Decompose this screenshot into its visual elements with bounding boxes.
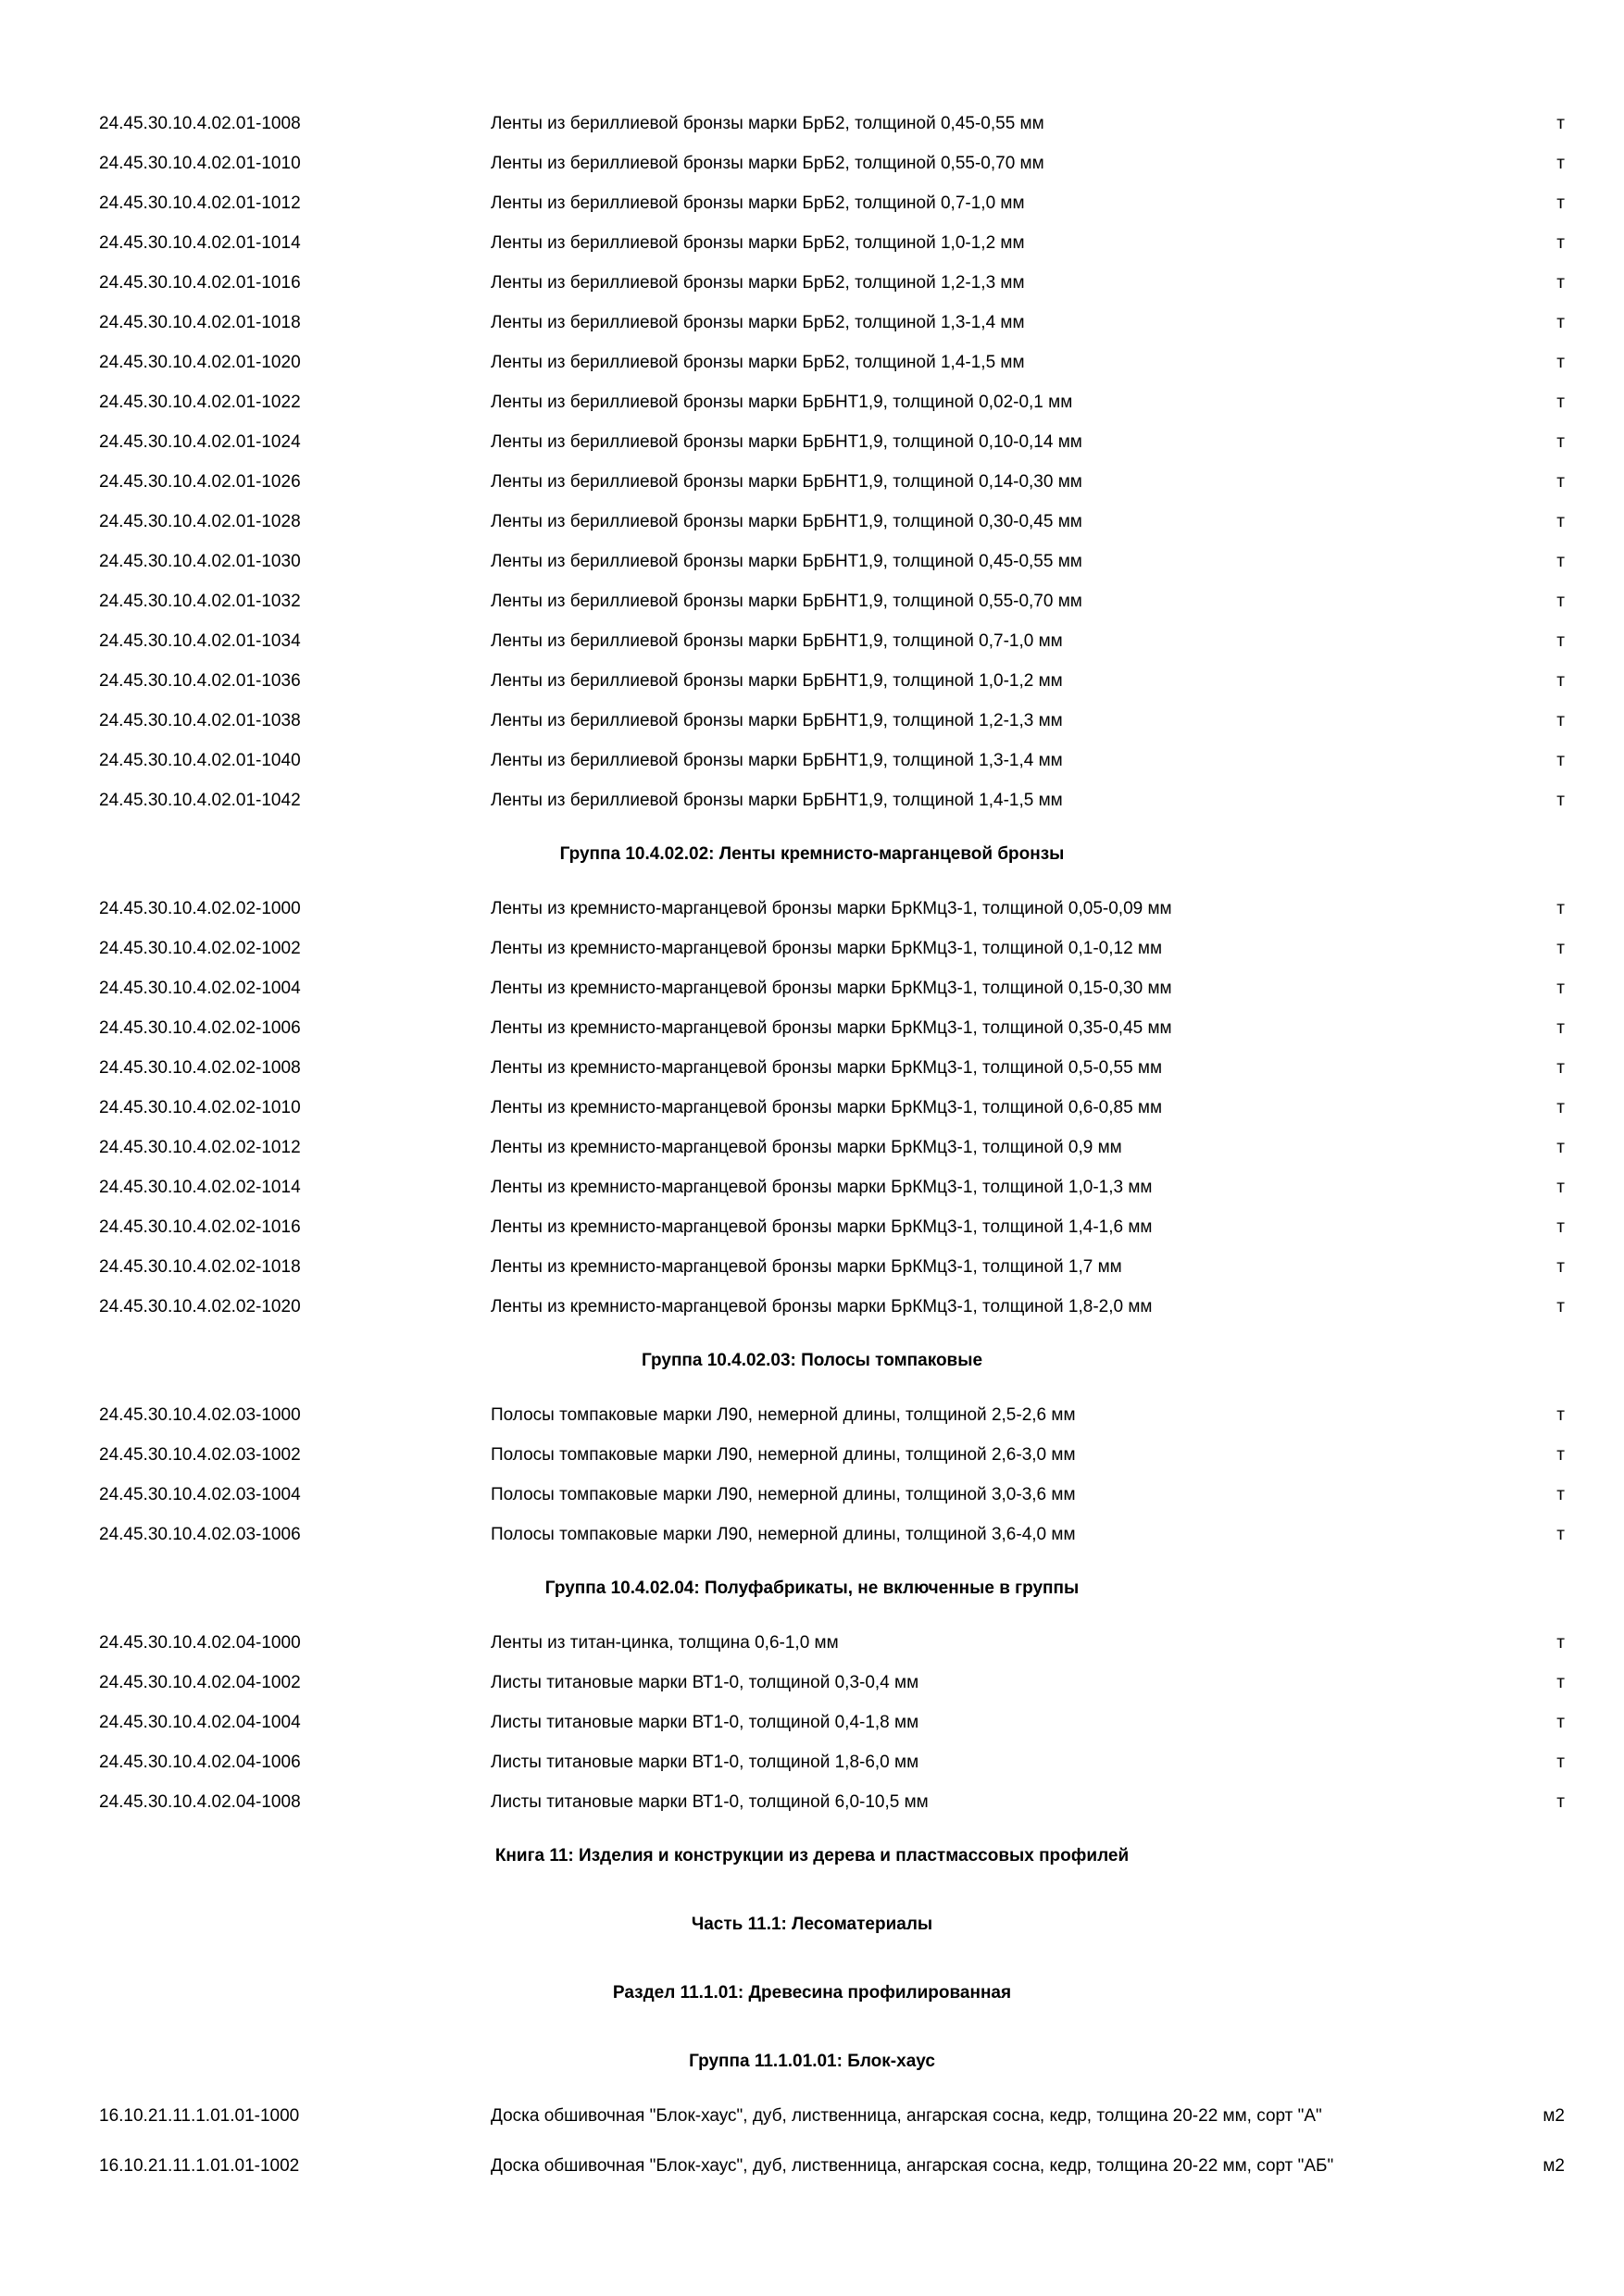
resource-code: 24.45.30.10.4.02.01-1028: [99, 511, 301, 531]
resource-code: 24.45.30.10.4.02.01-1014: [99, 232, 301, 253]
resource-code: 24.45.30.10.4.02.01-1040: [99, 750, 301, 770]
resource-code: 24.45.30.10.4.02.03-1006: [99, 1524, 301, 1544]
resource-name: Ленты из титан-цинка, толщина 0,6-1,0 мм: [491, 1632, 839, 1653]
unit-of-measure: т: [1556, 1097, 1565, 1117]
resource-code: 24.45.30.10.4.02.02-1020: [99, 1296, 301, 1316]
unit-of-measure: т: [1556, 511, 1565, 531]
resource-code: 24.45.30.10.4.02.02-1012: [99, 1137, 301, 1157]
resource-code: 24.45.30.10.4.02.04-1008: [99, 1791, 301, 1812]
table-row: [0, 621, 1624, 661]
resource-code: 24.45.30.10.4.02.01-1042: [99, 790, 301, 810]
resource-code: 24.45.30.10.4.02.01-1032: [99, 591, 301, 611]
resource-name: Ленты из бериллиевой бронзы марки БрБНТ1,9, толщиной 0,30-0,45 мм: [491, 511, 1082, 531]
table-row: [0, 1287, 1624, 1327]
unit-of-measure: т: [1556, 938, 1565, 958]
unit-of-measure: т: [1556, 1752, 1565, 1772]
resource-code: 24.45.30.10.4.02.01-1020: [99, 352, 301, 372]
section-heading: Книга 11: Изделия и конструкции из дерева и пластмассовых профилей: [494, 1846, 1130, 1866]
resource-name: Ленты из бериллиевой бронзы марки БрБ2, толщиной 0,55-0,70 мм: [491, 153, 1044, 173]
resource-name: Ленты из бериллиевой бронзы марки БрБ2, толщиной 1,4-1,5 мм: [491, 352, 1025, 372]
resource-name: Ленты из бериллиевой бронзы марки БрБ2, толщиной 1,3-1,4 мм: [491, 312, 1025, 332]
resource-name: Ленты из кремнисто-марганцевой бронзы марки БрКМц3-1, толщиной 1,0-1,3 мм: [491, 1177, 1153, 1197]
unit-of-measure: т: [1556, 898, 1565, 918]
resource-name: Листы титановые марки ВТ1-0, толщиной 0,4-1,8 мм: [491, 1712, 919, 1732]
table-row: [0, 1128, 1624, 1167]
document-page: [0, 104, 1624, 2197]
resource-code: 24.45.30.10.4.02.01-1036: [99, 670, 301, 691]
section-heading: Группа 10.4.02.02: Ленты кремнисто-марганцевой бронзы: [559, 844, 1065, 864]
table-row: [0, 303, 1624, 343]
table-row: [0, 462, 1624, 502]
unit-of-measure: т: [1556, 750, 1565, 770]
resource-code: 24.45.30.10.4.02.01-1012: [99, 193, 301, 213]
resource-name: Ленты из кремнисто-марганцевой бронзы марки БрКМц3-1, толщиной 1,8-2,0 мм: [491, 1296, 1153, 1316]
unit-of-measure: м2: [1543, 2105, 1565, 2126]
resource-code: 24.45.30.10.4.02.02-1006: [99, 1017, 301, 1038]
resource-name: Ленты из кремнисто-марганцевой бронзы марки БрКМц3-1, толщиной 0,6-0,85 мм: [491, 1097, 1163, 1117]
table-row: [0, 422, 1624, 462]
resource-name: Ленты из бериллиевой бронзы марки БрБ2, толщиной 1,0-1,2 мм: [491, 232, 1025, 253]
resource-name: Ленты из кремнисто-марганцевой бронзы марки БрКМц3-1, толщиной 0,5-0,55 мм: [491, 1057, 1163, 1078]
unit-of-measure: т: [1556, 1712, 1565, 1732]
resource-code: 24.45.30.10.4.02.02-1014: [99, 1177, 301, 1197]
resource-code: 24.45.30.10.4.02.04-1000: [99, 1632, 301, 1653]
unit-of-measure: т: [1556, 1672, 1565, 1692]
resource-code: 24.45.30.10.4.02.01-1030: [99, 551, 301, 571]
resource-name: Ленты из бериллиевой бронзы марки БрБ2, толщиной 1,2-1,3 мм: [491, 272, 1025, 293]
resource-code: 24.45.30.10.4.02.01-1018: [99, 312, 301, 332]
resource-name: Листы титановые марки ВТ1-0, толщиной 1,8-6,0 мм: [491, 1752, 919, 1772]
resource-name: Полосы томпаковые марки Л90, немерной длины, толщиной 3,0-3,6 мм: [491, 1484, 1076, 1504]
table-row: [0, 502, 1624, 542]
unit-of-measure: т: [1556, 1791, 1565, 1812]
section-heading: Группа 11.1.01.01: Блок-хаус: [689, 2052, 935, 2071]
unit-of-measure: т: [1556, 551, 1565, 571]
table-row: [0, 263, 1624, 303]
unit-of-measure: т: [1556, 1632, 1565, 1653]
resource-name: Ленты из бериллиевой бронзы марки БрБНТ1,9, толщиной 1,4-1,5 мм: [491, 790, 1063, 810]
unit-of-measure: т: [1556, 392, 1565, 412]
table-row: [0, 1435, 1624, 1475]
table-row: [0, 1742, 1624, 1782]
resource-name: Ленты из бериллиевой бронзы марки БрБНТ1,9, толщиной 0,10-0,14 мм: [491, 431, 1082, 452]
resource-code: 24.45.30.10.4.02.02-1016: [99, 1217, 301, 1237]
resource-name: Ленты из бериллиевой бронзы марки БрБНТ1,9, толщиной 0,7-1,0 мм: [491, 630, 1063, 651]
table-row: [0, 183, 1624, 223]
resource-name: Ленты из кремнисто-марганцевой бронзы марки БрКМц3-1, толщиной 1,7 мм: [491, 1256, 1122, 1277]
table-row: [0, 1623, 1624, 1663]
resource-name: Ленты из бериллиевой бронзы марки БрБ2, толщиной 0,45-0,55 мм: [491, 113, 1044, 133]
unit-of-measure: т: [1556, 1404, 1565, 1425]
unit-of-measure: т: [1556, 1057, 1565, 1078]
table-row: [0, 382, 1624, 422]
unit-of-measure: т: [1556, 1177, 1565, 1197]
section-heading: Раздел 11.1.01: Древесина профилированная: [612, 1983, 1012, 2003]
resource-code: 24.45.30.10.4.02.02-1002: [99, 938, 301, 958]
table-row: [0, 144, 1624, 183]
unit-of-measure: т: [1556, 1217, 1565, 1237]
table-row: [0, 1395, 1624, 1435]
unit-of-measure: т: [1556, 1017, 1565, 1038]
resource-name: Полосы томпаковые марки Л90, немерной длины, толщиной 3,6-4,0 мм: [491, 1524, 1076, 1544]
resource-name: Полосы томпаковые марки Л90, немерной длины, толщиной 2,5-2,6 мм: [491, 1404, 1076, 1425]
unit-of-measure: т: [1556, 352, 1565, 372]
table-row: [0, 1088, 1624, 1128]
resource-name: Ленты из бериллиевой бронзы марки БрБНТ1,9, толщиной 1,0-1,2 мм: [491, 670, 1063, 691]
table-row: [0, 1475, 1624, 1515]
table-row: [0, 968, 1624, 1008]
table-row: [0, 1048, 1624, 1088]
table-row: [0, 104, 1624, 144]
unit-of-measure: т: [1556, 1444, 1565, 1465]
resource-code: 24.45.30.10.4.02.04-1002: [99, 1672, 301, 1692]
resource-code: 16.10.21.11.1.01.01-1002: [99, 2156, 300, 2176]
section-heading: Группа 10.4.02.04: Полуфабрикаты, не включенные в группы: [544, 1578, 1080, 1598]
table-row: [0, 2136, 1624, 2197]
resource-name: Ленты из кремнисто-марганцевой бронзы марки БрКМц3-1, толщиной 0,9 мм: [491, 1137, 1122, 1157]
resource-code: 24.45.30.10.4.02.01-1022: [99, 392, 301, 412]
resource-name: Доска обшивочная "Блок-хаус", дуб, лиственница, ангарская сосна, кедр, толщина 20-22 мм, сорт "А": [491, 2105, 1322, 2126]
resource-name: Ленты из бериллиевой бронзы марки БрБНТ1,9, толщиной 0,45-0,55 мм: [491, 551, 1082, 571]
section-heading: Часть 11.1: Лесоматериалы: [691, 1915, 933, 1934]
resource-name: Ленты из бериллиевой бронзы марки БрБНТ1,9, толщиной 0,55-0,70 мм: [491, 591, 1082, 611]
table-row: [0, 1207, 1624, 1247]
resource-code: 24.45.30.10.4.02.01-1016: [99, 272, 301, 293]
resource-code: 24.45.30.10.4.02.04-1004: [99, 1712, 301, 1732]
unit-of-measure: т: [1556, 272, 1565, 293]
resource-name: Ленты из кремнисто-марганцевой бронзы марки БрКМц3-1, толщиной 0,1-0,12 мм: [491, 938, 1163, 958]
resource-name: Ленты из бериллиевой бронзы марки БрБ2, толщиной 0,7-1,0 мм: [491, 193, 1025, 213]
table-row: [0, 542, 1624, 581]
resource-code: 24.45.30.10.4.02.02-1004: [99, 978, 301, 998]
table-row: [0, 223, 1624, 263]
resource-name: Ленты из бериллиевой бронзы марки БрБНТ1,9, толщиной 0,02-0,1 мм: [491, 392, 1073, 412]
table-row: [0, 1782, 1624, 1822]
unit-of-measure: т: [1556, 630, 1565, 651]
table-row: [0, 1167, 1624, 1207]
resource-code: 24.45.30.10.4.02.01-1008: [99, 113, 301, 133]
unit-of-measure: т: [1556, 1137, 1565, 1157]
unit-of-measure: т: [1556, 670, 1565, 691]
resource-code: 24.45.30.10.4.02.03-1004: [99, 1484, 301, 1504]
table-row: [0, 343, 1624, 382]
resource-code: 16.10.21.11.1.01.01-1000: [99, 2105, 300, 2126]
resource-code: 24.45.30.10.4.02.03-1002: [99, 1444, 301, 1465]
table-row: [0, 1703, 1624, 1742]
resource-name: Листы титановые марки ВТ1-0, толщиной 0,3-0,4 мм: [491, 1672, 919, 1692]
resource-code: 24.45.30.10.4.02.01-1010: [99, 153, 301, 173]
table-row: [0, 741, 1624, 780]
resource-name: Ленты из кремнисто-марганцевой бронзы марки БрКМц3-1, толщиной 0,05-0,09 мм: [491, 898, 1172, 918]
resource-code: 24.45.30.10.4.02.01-1038: [99, 710, 301, 730]
table-row: [0, 581, 1624, 621]
table-row: [0, 701, 1624, 741]
table-row: [0, 889, 1624, 929]
unit-of-measure: т: [1556, 591, 1565, 611]
table-row: [0, 1515, 1624, 1554]
unit-of-measure: т: [1556, 113, 1565, 133]
unit-of-measure: т: [1556, 193, 1565, 213]
resource-name: Полосы томпаковые марки Л90, немерной длины, толщиной 2,6-3,0 мм: [491, 1444, 1076, 1465]
table-row: [0, 929, 1624, 968]
resource-code: 24.45.30.10.4.02.01-1024: [99, 431, 301, 452]
table-row: [0, 2096, 1624, 2136]
unit-of-measure: т: [1556, 153, 1565, 173]
unit-of-measure: т: [1556, 312, 1565, 332]
resource-code: 24.45.30.10.4.02.03-1000: [99, 1404, 301, 1425]
unit-of-measure: т: [1556, 1296, 1565, 1316]
resource-code: 24.45.30.10.4.02.01-1026: [99, 471, 301, 492]
table-row: [0, 780, 1624, 820]
unit-of-measure: м2: [1543, 2156, 1565, 2176]
unit-of-measure: т: [1556, 710, 1565, 730]
unit-of-measure: т: [1556, 790, 1565, 810]
resource-name: Ленты из кремнисто-марганцевой бронзы марки БрКМц3-1, толщиной 1,4-1,6 мм: [491, 1217, 1153, 1237]
unit-of-measure: т: [1556, 978, 1565, 998]
unit-of-measure: т: [1556, 1256, 1565, 1277]
resource-code: 24.45.30.10.4.02.02-1010: [99, 1097, 301, 1117]
resource-name: Ленты из кремнисто-марганцевой бронзы марки БрКМц3-1, толщиной 0,15-0,30 мм: [491, 978, 1172, 998]
resource-name: Доска обшивочная "Блок-хаус", дуб, лиственница, ангарская сосна, кедр, толщина 20-22 мм, сорт "АБ": [491, 2156, 1334, 2176]
section-heading: Группа 10.4.02.03: Полосы томпаковые: [641, 1351, 983, 1370]
resource-name: Ленты из бериллиевой бронзы марки БрБНТ1,9, толщиной 0,14-0,30 мм: [491, 471, 1082, 492]
table-row: [0, 661, 1624, 701]
resource-name: Ленты из бериллиевой бронзы марки БрБНТ1,9, толщиной 1,2-1,3 мм: [491, 710, 1063, 730]
resource-code: 24.45.30.10.4.02.02-1018: [99, 1256, 301, 1277]
unit-of-measure: т: [1556, 1524, 1565, 1544]
resource-code: 24.45.30.10.4.02.02-1000: [99, 898, 301, 918]
resource-code: 24.45.30.10.4.02.02-1008: [99, 1057, 301, 1078]
resource-name: Листы титановые марки ВТ1-0, толщиной 6,0-10,5 мм: [491, 1791, 929, 1812]
resource-name: Ленты из бериллиевой бронзы марки БрБНТ1,9, толщиной 1,3-1,4 мм: [491, 750, 1063, 770]
resource-code: 24.45.30.10.4.02.04-1006: [99, 1752, 301, 1772]
unit-of-measure: т: [1556, 232, 1565, 253]
table-row: [0, 1008, 1624, 1048]
resource-name: Ленты из кремнисто-марганцевой бронзы марки БрКМц3-1, толщиной 0,35-0,45 мм: [491, 1017, 1172, 1038]
unit-of-measure: т: [1556, 471, 1565, 492]
unit-of-measure: т: [1556, 1484, 1565, 1504]
table-row: [0, 1247, 1624, 1287]
resource-code: 24.45.30.10.4.02.01-1034: [99, 630, 301, 651]
table-row: [0, 1663, 1624, 1703]
unit-of-measure: т: [1556, 431, 1565, 452]
